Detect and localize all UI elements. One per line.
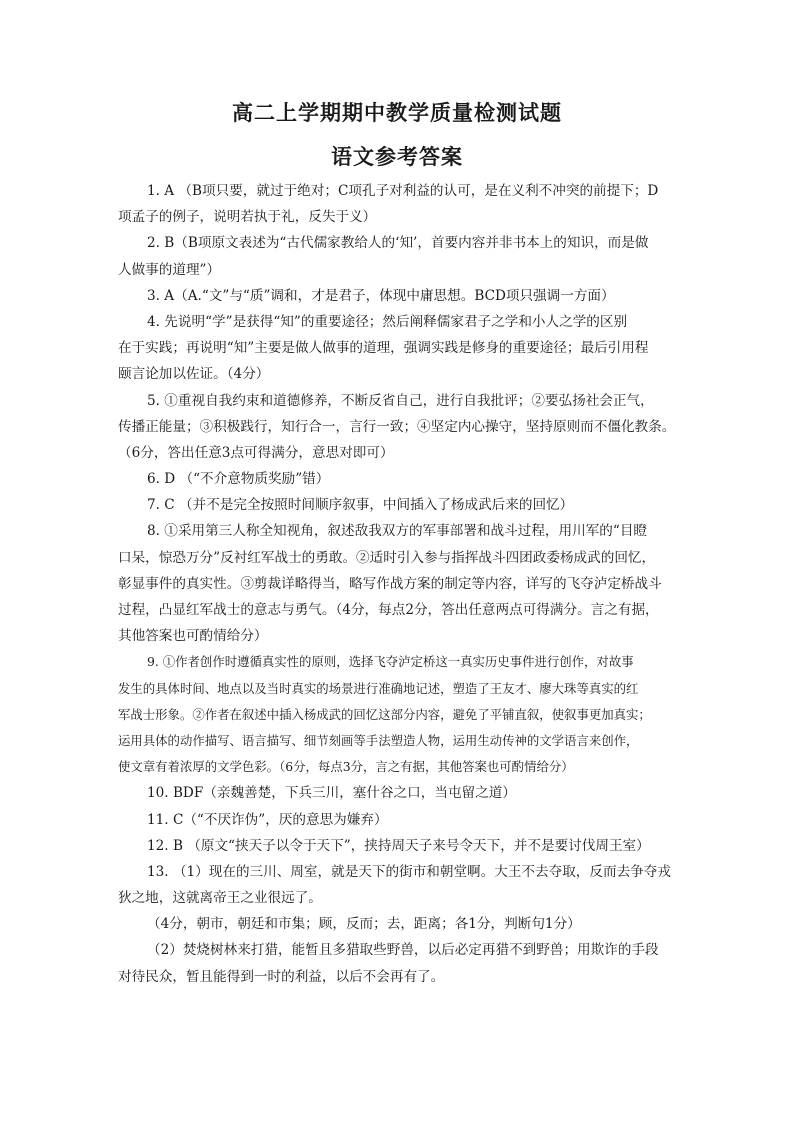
answer-line: 7. C （并不是完全按照时间顺序叙事，中间插入了杨成武后来的回忆）: [147, 497, 574, 514]
answer-line: 人做事的道理”）: [118, 261, 221, 278]
answer-line: 项孟子的例子，说明若执于礼，反失于义）: [118, 209, 377, 226]
answer-line: 发生的具体时间、地点以及当时真实的场景进行准确地记述，塑造了王友才、廖大珠等真实的红: [118, 680, 639, 696]
answer-line: 其他答案也可酌情给分）: [118, 628, 268, 645]
answer-line: 口呆，惊恐万分”反衬红军战士的勇敢。②适时引入参与指挥战斗四团政委杨成武的回忆，: [118, 549, 656, 566]
answer-line: 2. B（B项原文表述为“古代儒家教给人的‘知’，首要内容并非书本上的知识，而是做: [147, 235, 649, 252]
answer-line: 11. C（“不厌诈伪”，厌的意思为嫌弃）: [147, 811, 388, 828]
answer-line: 12. B （原文“挟天子以令于天下”，挟持周天子来号令天下，并不是要讨伐周王室）: [147, 837, 650, 854]
answer-line: 9. ①作者创作时遵循真实性的原则，选择飞夺泸定桥这一真实历史事件进行创作，对故事: [147, 654, 634, 670]
page-title: 高二上学期期中教学质量检测试题: [232, 100, 562, 125]
answer-line: 运用具体的动作描写、语言描写、细节刻画等手法塑造人物，运用生动传神的文学语言来创作，: [118, 732, 639, 748]
answer-line: 使文章有着浓厚的文学色彩。（6分，每点3分，言之有据，其他答案也可酌情给分）: [118, 759, 574, 775]
page-subtitle: 语文参考答案: [331, 144, 463, 169]
answer-line: 彰显事件的真实性。③剪裁详略得当，略写作战方案的制定等内容，详写的飞夺泸定桥战斗: [118, 575, 662, 592]
answer-line: （6分，答出任意3点可得满分，意思对即可）: [118, 444, 394, 461]
answer-line: 1. A （B项只要，就过于绝对；C项孔子对利益的认可，是在义利不冲突的前提下；D: [147, 183, 659, 199]
answer-line: （2）焚烧树林来打猎，能暂且多猎取些野兽，以后必定再猎不到野兽；用欺诈的手段: [147, 942, 659, 959]
answer-line: 狄之地，这就离帝王之业很远了。: [118, 890, 322, 907]
answer-line: 8. ①采用第三人称全知视角，叙述敌我双方的军事部署和战斗过程，用川军的“目瞪: [147, 523, 648, 540]
answer-line: （4分，朝市，朝廷和市集；顾，反而；去，距离；各1分，判断句1分）: [147, 916, 581, 933]
answer-line: 颐言论加以佐证。（4分）: [118, 366, 270, 383]
answer-line: 对待民众，暂且能得到一时的利益，以后不会再有了。: [118, 968, 445, 985]
answer-line: 军战士形象。②作者在叙述中插入杨成武的回忆这部分内容，避免了平铺直叙，使叙事更加真实；: [118, 706, 651, 722]
answer-line: 13. （1）现在的三川、周室，就是天下的街市和朝堂啊。大王不去夺取，反而去争夺戎: [147, 863, 671, 880]
answer-line: 5. ①重视自我约束和道德修养，不断反省自己，进行自我批评；②要弘扬社会正气，: [147, 392, 654, 409]
answer-line: 4. 先说明“学”是获得“知”的重要途径；然后阐释儒家君子之学和小人之学的区别: [147, 313, 628, 330]
answer-list: [118, 178, 688, 990]
answer-line: 过程，凸显红军战士的意志与勇气。（4分，每点2分，答出任意两点可得满分。言之有据，: [118, 602, 659, 618]
answer-line: 6. D （“不介意物质奖励”错）: [147, 471, 330, 488]
answer-line: 3. A（A.“文”与“质”调和，才是君子，体现中庸思想。BCD项只强调一方面）: [147, 287, 615, 304]
answer-line: 10. BDF（亲魏善楚，下兵三川，塞什谷之口，当屯留之道）: [147, 785, 516, 802]
answer-line: 在于实践；再说明“知”主要是做人做事的道理，强调实践是修身的重要途径；最后引用程: [118, 340, 649, 357]
answer-line: 传播正能量；③积极践行，知行合一，言行一致；④坚定内心操守，坚持原则而不僵化教条。: [118, 418, 676, 435]
